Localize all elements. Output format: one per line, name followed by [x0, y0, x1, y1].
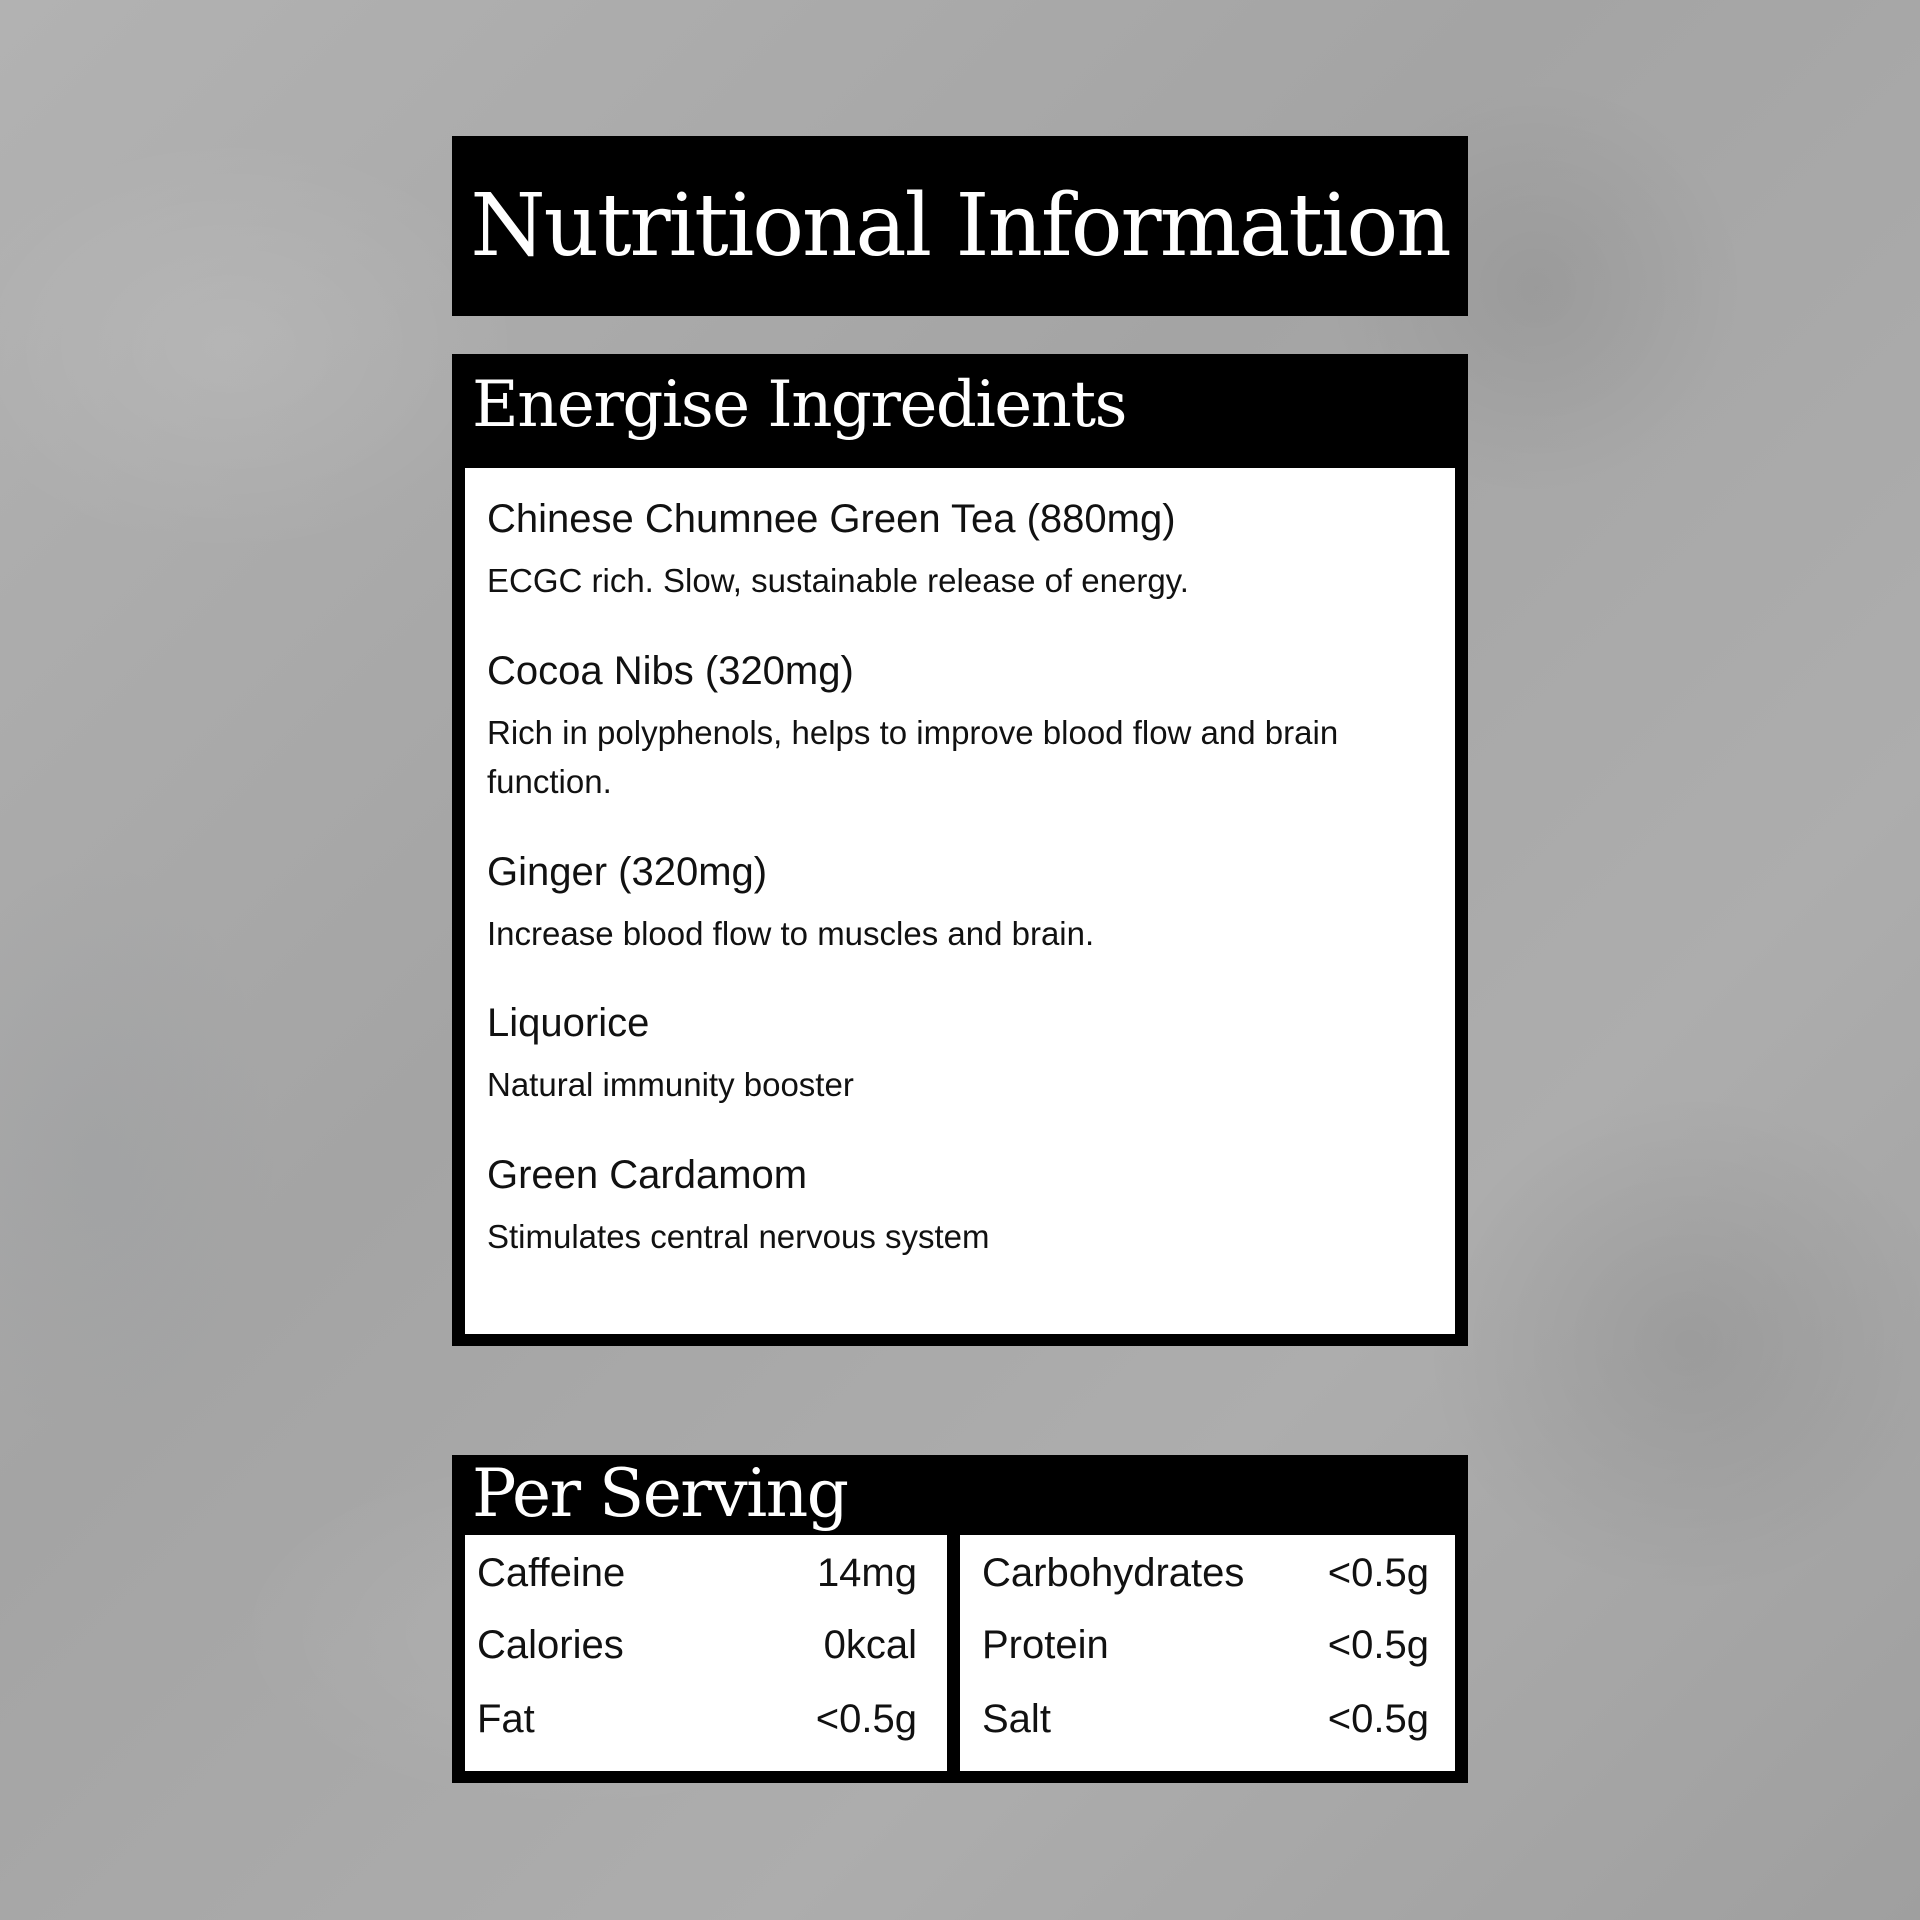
nutrient-row	[960, 1551, 1455, 1611]
ingredients-panel	[452, 354, 1468, 1346]
ingredient-item	[487, 648, 1433, 807]
ingredient-name: Chinese Chumnee Green Tea (880mg)	[487, 497, 1176, 541]
ingredient-name: Cocoa Nibs (320mg)	[487, 648, 854, 693]
ingredient-description: Increase blood flow to muscles and brain.	[487, 914, 1095, 952]
ingredient-description: ECGC rich. Slow, sustainable release of energy.	[487, 562, 1189, 599]
title-banner	[452, 136, 1468, 316]
nutrient-label: Calories	[477, 1623, 624, 1667]
nutrient-value: 14mg	[816, 1551, 917, 1595]
per-serving-panel	[452, 1455, 1468, 1783]
ingredient-item	[487, 1152, 1433, 1262]
ingredient-description: Rich in polyphenols, helps to improve blood flow and brain function.	[487, 713, 1339, 800]
nutrient-value: 0kcal	[823, 1623, 917, 1667]
ingredient-item	[487, 1000, 1433, 1110]
ingredient-item	[487, 496, 1433, 606]
ingredient-description: Stimulates central nervous system	[487, 1217, 990, 1255]
nutrient-row	[960, 1697, 1455, 1757]
nutrient-label: Fat	[477, 1697, 535, 1741]
nutrient-row	[465, 1697, 947, 1757]
ingredient-name: Liquorice	[487, 1001, 650, 1045]
per-serving-left-column	[465, 1535, 947, 1771]
ingredient-name: Green Cardamom	[487, 1152, 808, 1197]
ingredient-description: Natural immunity booster	[487, 1066, 854, 1103]
nutrient-value: <0.5g	[1327, 1697, 1429, 1741]
nutrient-label: Caffeine	[477, 1551, 626, 1595]
nutrient-value: <0.5g	[1327, 1551, 1429, 1595]
nutrient-label: Protein	[982, 1623, 1109, 1667]
ingredient-item	[487, 849, 1433, 959]
nutrient-label: Carbohydrates	[982, 1551, 1245, 1595]
ingredient-name: Ginger (320mg)	[487, 849, 768, 894]
nutrient-row	[465, 1623, 947, 1683]
page-title: Nutritional Information	[470, 176, 1450, 276]
per-serving-right-column	[960, 1535, 1455, 1771]
nutrient-value: <0.5g	[815, 1697, 917, 1741]
nutrient-value: <0.5g	[1327, 1623, 1429, 1667]
per-serving-heading: Per Serving	[472, 1455, 848, 1532]
nutrient-row	[960, 1623, 1455, 1683]
nutrient-label: Salt	[982, 1697, 1051, 1741]
ingredients-list	[465, 468, 1455, 1334]
ingredients-heading: Energise Ingredients	[472, 368, 1126, 442]
nutrient-row	[465, 1551, 947, 1611]
